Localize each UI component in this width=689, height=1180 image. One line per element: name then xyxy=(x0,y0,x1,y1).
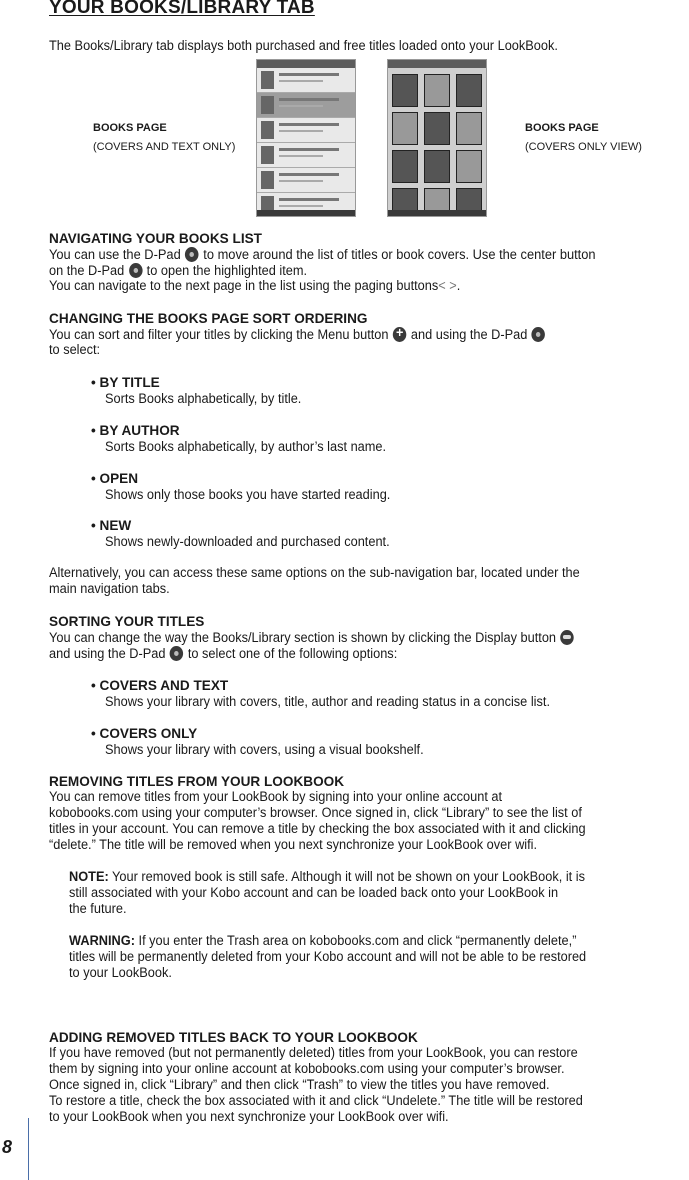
sort-option-label: • BY AUTHOR xyxy=(91,423,180,438)
paging-buttons-glyphs: < > xyxy=(438,278,457,294)
sort-option-label: • BY TITLE xyxy=(91,375,160,390)
nav-heading: NAVIGATING YOUR BOOKS LIST xyxy=(49,231,262,246)
list-item xyxy=(257,118,355,143)
book-cover xyxy=(456,112,482,145)
nav-line-2b: to open the highlighted item. xyxy=(146,263,308,279)
covers-and-text-screenshot xyxy=(256,59,356,217)
warning-line-3: to your LookBook. xyxy=(69,965,172,981)
nav-line-3-end: . xyxy=(456,278,461,294)
sort-line-1a: You can sort and filter your titles by clicking the Menu button xyxy=(49,327,389,343)
left-caption xyxy=(93,119,235,157)
margin-rule xyxy=(28,1118,29,1180)
warning-line-1 xyxy=(69,934,576,950)
nav-line-1a: You can use the D-Pad xyxy=(49,247,181,263)
alt-line-2: main navigation tabs. xyxy=(49,581,170,597)
screenshot-tabs-bar xyxy=(257,60,355,68)
nav-line-1 xyxy=(49,247,596,264)
note-line-2: still associated with your Kobo account and can be loaded back onto your LookBook in xyxy=(69,885,559,901)
sorting-line-1a: You can change the way the Books/Library section is shown by clicking the Display button xyxy=(49,630,557,646)
adding-line: To restore a title, check the box associated with it and click “Undelete.” The title will be restored xyxy=(49,1093,583,1109)
book-cover xyxy=(424,74,450,107)
sort-line-1 xyxy=(49,327,546,344)
d-pad-icon xyxy=(185,247,199,262)
removing-heading: REMOVING TITLES FROM YOUR LOOKBOOK xyxy=(49,774,345,789)
display-option-desc: Shows your library with covers, title, author and reading status in a concise list. xyxy=(105,694,550,710)
bookshelf-grid xyxy=(388,68,486,217)
adding-line: Once signed in, click “Library” and then click “Trash” to view the titles you have removed. xyxy=(49,1077,550,1093)
book-cover xyxy=(424,112,450,145)
sorting-heading: SORTING YOUR TITLES xyxy=(49,614,205,629)
list-item xyxy=(257,143,355,168)
left-caption-sub: (COVERS AND TEXT ONLY) xyxy=(93,141,236,153)
warning-line-2: titles will be permanently deleted from your Kobo account and will not be able to be restored xyxy=(69,949,587,965)
list-item-selected xyxy=(257,93,355,118)
warning-label: WARNING: xyxy=(69,933,135,949)
right-caption xyxy=(525,119,642,157)
display-option-label: • COVERS AND TEXT xyxy=(91,678,229,693)
page-number: 8 xyxy=(2,1137,13,1157)
list-item xyxy=(257,68,355,93)
sorting-line-2 xyxy=(49,646,397,663)
removing-line: You can remove titles from your LookBook by signing into your online account at xyxy=(49,789,503,805)
sort-line-2: to select: xyxy=(49,342,101,358)
note-line-3: the future. xyxy=(69,901,127,917)
removing-line: kobobooks.com using your computer’s browser. Once signed in, click “Library” to see the list of xyxy=(49,805,582,821)
display-option-label: • COVERS ONLY xyxy=(91,726,198,741)
sort-option-desc: Sorts Books alphabetically, by title. xyxy=(105,391,302,407)
adding-heading: ADDING REMOVED TITLES BACK TO YOUR LOOKBOOK xyxy=(49,1030,418,1045)
d-pad-icon xyxy=(170,646,183,661)
book-cover xyxy=(392,112,418,145)
adding-line: If you have removed (but not permanently deleted) titles from your LookBook, you can restore xyxy=(49,1045,578,1061)
book-cover xyxy=(456,74,482,107)
left-caption-title: BOOKS PAGE xyxy=(93,122,167,134)
sort-option-desc: Sorts Books alphabetically, by author’s last name. xyxy=(105,439,387,455)
sort-option-label: • NEW xyxy=(91,518,132,533)
sort-option-label: • OPEN xyxy=(91,471,139,486)
d-pad-icon xyxy=(129,263,143,278)
sort-option-desc: Shows only those books you have started reading. xyxy=(105,487,391,503)
nav-line-1b: to move around the list of titles or book covers. Use the center button xyxy=(203,247,596,263)
warning-text-1: If you enter the Trash area on kobobooks.com and click “permanently delete,” xyxy=(138,933,577,949)
sort-line-1b: and using the D-Pad xyxy=(410,327,528,343)
display-button-icon xyxy=(560,630,574,645)
nav-line-3 xyxy=(49,279,460,295)
covers-only-screenshot xyxy=(387,59,487,217)
nav-line-3a: You can navigate to the next page in the list using the paging buttons xyxy=(49,278,439,294)
book-cover xyxy=(392,150,418,183)
sorting-line-2a: and using the D-Pad xyxy=(49,646,166,662)
nav-line-2a: on the D-Pad xyxy=(49,263,125,279)
display-option-desc: Shows your library with covers, using a visual bookshelf. xyxy=(105,742,424,758)
list-item xyxy=(257,168,355,193)
menu-button-icon xyxy=(393,327,407,342)
screenshot-status-bar xyxy=(257,210,355,216)
page-title: YOUR BOOKS/LIBRARY TAB xyxy=(49,0,315,18)
adding-line: them by signing into your online account at kobobooks.com using your computer’s browser. xyxy=(49,1061,565,1077)
book-cover xyxy=(424,150,450,183)
note-label: NOTE: xyxy=(69,869,109,885)
right-caption-sub: (COVERS ONLY VIEW) xyxy=(525,141,642,153)
removing-line: titles in your account. You can remove a title by checking the box associated with it and clicking xyxy=(49,821,586,837)
note-line-1 xyxy=(69,870,585,886)
adding-line: to your LookBook when you next synchronize your LookBook over wifi. xyxy=(49,1109,449,1125)
book-cover xyxy=(456,150,482,183)
d-pad-icon xyxy=(532,327,546,342)
sorting-line-2b: to select one of the following options: xyxy=(187,646,398,662)
screenshot-status-bar xyxy=(388,210,486,216)
sorting-line-1 xyxy=(49,630,575,647)
removing-line: “delete.” The title will be removed when you next synchronize your LookBook over wifi. xyxy=(49,837,538,853)
note-text-1: Your removed book is still safe. Although it will not be shown on your LookBook, it is xyxy=(112,869,585,885)
book-cover xyxy=(392,74,418,107)
sort-heading: CHANGING THE BOOKS PAGE SORT ORDERING xyxy=(49,311,368,326)
intro-text: The Books/Library tab displays both purchased and free titles loaded onto your LookBook. xyxy=(49,38,558,54)
screenshot-tabs-bar xyxy=(388,60,486,68)
sort-option-desc: Shows newly-downloaded and purchased content. xyxy=(105,534,390,550)
alt-line-1: Alternatively, you can access these same options on the sub-navigation bar, located under the xyxy=(49,565,580,581)
right-caption-title: BOOKS PAGE xyxy=(525,122,599,134)
